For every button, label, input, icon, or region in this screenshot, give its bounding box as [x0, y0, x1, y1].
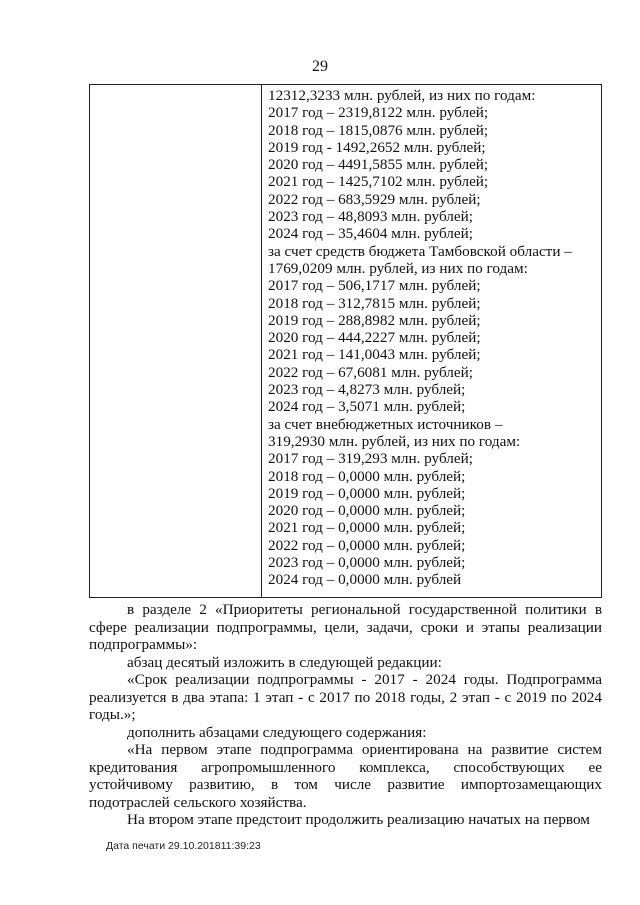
- funding-line: 2020 год – 4491,5855 млн. рублей;: [268, 156, 489, 174]
- funding-line: 2019 год – 288,8982 млн. рублей;: [268, 311, 481, 329]
- funding-line: за счет средств бюджета Тамбовской области –: [268, 242, 572, 260]
- print-date: Дата печати 29.10.201811:39:23: [106, 840, 261, 852]
- funding-line: за счет внебюджетных источников –: [268, 415, 503, 433]
- paragraph-term: «Срок реализации подпрограммы - 2017 - 2024 годы. Подпрограмма реализуется в два этапа: 1 этап - с 2017 по 2018 годы, 2 этап - с 2019 по 2024 годы.»;: [89, 671, 602, 723]
- funding-line: 2017 год – 2319,8122 млн. рублей;: [268, 104, 489, 122]
- funding-line: 2018 год – 0,0000 млн. рублей;: [268, 467, 466, 485]
- paragraph-add: дополнить абзацами следующего содержания:: [127, 723, 427, 741]
- funding-line: 2018 год – 312,7815 млн. рублей;: [268, 294, 481, 312]
- funding-line: 2024 год – 35,4604 млн. рублей;: [268, 225, 473, 243]
- funding-line: 2024 год – 3,5071 млн. рублей;: [268, 398, 466, 416]
- funding-line: 319,2930 млн. рублей, из них по годам:: [268, 432, 521, 450]
- funding-line: 2023 год – 4,8273 млн. рублей;: [268, 381, 466, 399]
- funding-line: 2022 год – 67,6081 млн. рублей;: [268, 363, 473, 381]
- funding-line: 2021 год – 0,0000 млн. рублей;: [268, 519, 466, 537]
- paragraph-abzac-10: абзац десятый изложить в следующей редакции:: [127, 653, 442, 671]
- table-left-cell: [90, 85, 262, 597]
- funding-line: 2019 год – 0,0000 млн. рублей;: [268, 484, 466, 502]
- funding-line: 2022 год – 0,0000 млн. рублей;: [268, 536, 466, 554]
- funding-line: 2022 год – 683,5929 млн. рублей;: [268, 190, 481, 208]
- funding-cell: [262, 85, 601, 597]
- funding-line: 2017 год – 506,1717 млн. рублей;: [268, 277, 481, 295]
- funding-line: 2021 год – 141,0043 млн. рублей;: [268, 346, 481, 364]
- funding-line: 1769,0209 млн. рублей, из них по годам:: [268, 259, 528, 277]
- funding-line: 12312,3233 млн. рублей, из них по годам:: [268, 87, 536, 104]
- funding-line: 2023 год – 0,0000 млн. рублей;: [268, 554, 466, 572]
- paragraph-section-2: в разделе 2 «Приоритеты региональной государственной политики в сфере реализации подпрограммы, цели, задачи, сроки и этапы реализации подпрограммы»:: [89, 601, 602, 653]
- funding-line: 2020 год – 444,2227 млн. рублей;: [268, 329, 481, 347]
- body-text: [89, 601, 602, 829]
- funding-line: 2021 год – 1425,7102 млн. рублей;: [268, 173, 489, 191]
- funding-line: 2019 год - 1492,2652 млн. рублей;: [268, 138, 486, 156]
- funding-table: [89, 84, 602, 598]
- funding-line: 2018 год – 1815,0876 млн. рублей;: [268, 121, 489, 139]
- page-number: 29: [312, 58, 328, 75]
- funding-line: 2024 год – 0,0000 млн. рублей: [268, 571, 462, 589]
- funding-line: 2017 год – 319,293 млн. рублей;: [268, 450, 473, 468]
- funding-line: 2020 год – 0,0000 млн. рублей;: [268, 502, 466, 520]
- paragraph-stage-2: На втором этапе предстоит продолжить реализацию начатых на первом: [127, 811, 590, 828]
- funding-line: 2023 год – 48,8093 млн. рублей;: [268, 208, 473, 226]
- paragraph-stage-1: «На первом этапе подпрограмма ориентирована на развитие систем кредитования агропромышленного комплекса, способствующих ее устойчивому развитию, в том числе развитие импортозамещающих подотраслей сельского хозяйства.: [89, 741, 602, 811]
